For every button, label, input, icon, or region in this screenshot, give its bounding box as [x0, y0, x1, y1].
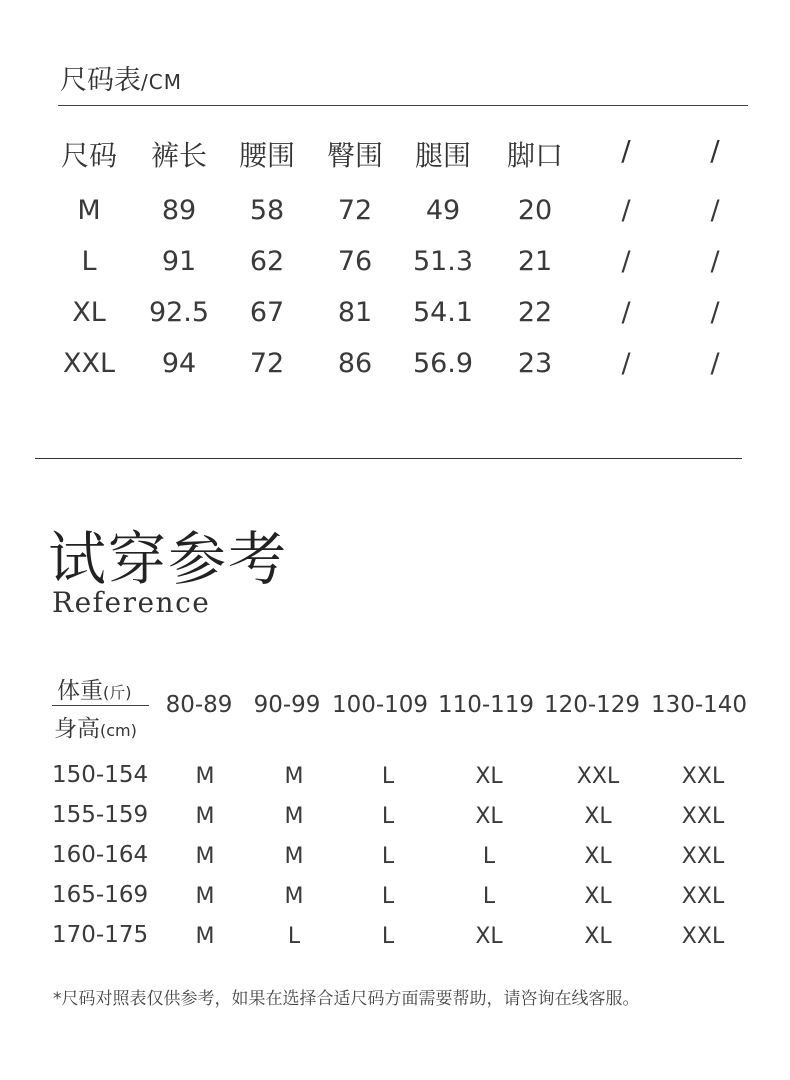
size-chart-cell: / — [710, 195, 720, 226]
size-chart-header-cell: 裤长 — [150, 139, 207, 172]
recommended-size-cell: XL — [475, 924, 503, 949]
reference-title: 试穿参考 — [48, 525, 289, 593]
size-chart-cell: 91 — [161, 246, 197, 277]
size-chart-cell: 72 — [337, 195, 373, 226]
size-chart-cell: 62 — [249, 246, 285, 277]
size-chart-header-cell: 尺码 — [60, 139, 117, 172]
recommended-size-cell: L — [482, 844, 496, 869]
height-label-text: 身高 — [54, 716, 100, 742]
recommended-size-cell: XL — [584, 804, 612, 829]
weight-column-header: 100-109 — [331, 692, 429, 718]
recommended-size-cell: M — [284, 764, 304, 789]
size-chart-title-text: 尺码表 — [60, 65, 141, 96]
recommended-size-cell: L — [381, 844, 395, 869]
recommended-size-cell: M — [284, 884, 304, 909]
weight-axis-label — [57, 672, 132, 705]
size-chart-size-label: L — [81, 246, 97, 277]
size-chart-cell: 20 — [517, 195, 553, 226]
size-chart-cell: / — [621, 246, 631, 277]
recommended-size-cell: L — [381, 804, 395, 829]
recommended-size-cell: XXL — [681, 844, 725, 869]
weight-column-header: 130-140 — [650, 692, 748, 718]
recommended-size-cell: L — [381, 764, 395, 789]
recommended-size-cell: M — [284, 804, 304, 829]
size-chart-cell: 22 — [517, 297, 553, 328]
recommended-size-cell: XL — [584, 924, 612, 949]
size-chart-size-label: XL — [72, 297, 106, 328]
size-chart-header-cell: 臀围 — [326, 139, 383, 172]
size-chart-unit: /CM — [141, 70, 182, 94]
recommended-size-cell: XXL — [576, 764, 620, 789]
recommended-size-cell: M — [195, 884, 215, 909]
reference-corner-header — [52, 672, 150, 746]
weight-unit: (斤) — [103, 683, 132, 702]
size-chart-cell: 54.1 — [412, 297, 474, 328]
recommended-size-cell: XL — [475, 804, 503, 829]
weight-column-header: 120-129 — [543, 692, 641, 718]
recommended-size-cell: M — [195, 844, 215, 869]
size-chart-size-label: M — [77, 195, 101, 226]
reference-subtitle: Reference — [52, 586, 211, 619]
weight-column-header: 80-89 — [165, 692, 233, 718]
recommended-size-cell: XXL — [681, 764, 725, 789]
recommended-size-cell: L — [381, 884, 395, 909]
size-chart-cell: 23 — [517, 348, 553, 379]
size-chart-header-cell: 腰围 — [238, 139, 295, 172]
weight-column-header: 90-99 — [253, 692, 321, 718]
recommended-size-cell: M — [284, 844, 304, 869]
height-row-label: 165-169 — [52, 882, 149, 908]
size-chart-header-cell: / — [710, 134, 720, 167]
size-chart-cell: / — [710, 246, 720, 277]
size-chart-cell: / — [710, 297, 720, 328]
size-chart-header-cell: / — [621, 134, 631, 167]
size-chart-cell: 92.5 — [148, 297, 210, 328]
size-chart-cell: 56.9 — [412, 348, 474, 379]
size-chart-cell: 94 — [161, 348, 197, 379]
size-chart-cell: 76 — [337, 246, 373, 277]
size-chart-cell: 89 — [161, 195, 197, 226]
size-chart-cell: 58 — [249, 195, 285, 226]
size-chart-size-label: XXL — [62, 348, 116, 379]
corner-divider — [52, 705, 149, 706]
recommended-size-cell: XL — [584, 844, 612, 869]
size-chart-cell: 72 — [249, 348, 285, 379]
footnote: *尺码对照表仅供参考，如果在选择合适尺码方面需要帮助，请咨询在线客服。 — [53, 989, 640, 1009]
size-chart-cell: / — [710, 348, 720, 379]
recommended-size-cell: L — [287, 924, 301, 949]
size-chart-cell: 21 — [517, 246, 553, 277]
recommended-size-cell: L — [381, 924, 395, 949]
size-chart-divider — [58, 105, 748, 106]
recommended-size-cell: M — [195, 804, 215, 829]
size-chart-header-cell: 腿围 — [414, 139, 471, 172]
size-chart-cell: / — [621, 348, 631, 379]
height-axis-label — [54, 710, 137, 743]
height-row-label: 150-154 — [52, 762, 149, 788]
height-row-label: 155-159 — [52, 802, 149, 828]
size-chart-cell: / — [621, 297, 631, 328]
recommended-size-cell: L — [482, 884, 496, 909]
height-unit: (cm) — [100, 721, 137, 740]
height-row-label: 170-175 — [52, 922, 149, 948]
size-chart-cell: 51.3 — [412, 246, 474, 277]
size-chart-cell: 67 — [249, 297, 285, 328]
size-chart-cell: 86 — [337, 348, 373, 379]
size-chart-cell: 49 — [425, 195, 461, 226]
recommended-size-cell: XXL — [681, 884, 725, 909]
height-row-label: 160-164 — [52, 842, 149, 868]
recommended-size-cell: XXL — [681, 804, 725, 829]
weight-label-text: 体重 — [57, 678, 103, 704]
size-chart-header-cell: 脚口 — [506, 139, 563, 172]
size-chart-title — [60, 58, 182, 97]
weight-column-header: 110-119 — [437, 692, 535, 718]
recommended-size-cell: XL — [584, 884, 612, 909]
section-divider — [35, 458, 742, 459]
recommended-size-cell: M — [195, 924, 215, 949]
size-chart-cell: / — [621, 195, 631, 226]
recommended-size-cell: M — [195, 764, 215, 789]
recommended-size-cell: XXL — [681, 924, 725, 949]
recommended-size-cell: XL — [475, 764, 503, 789]
size-chart-cell: 81 — [337, 297, 373, 328]
